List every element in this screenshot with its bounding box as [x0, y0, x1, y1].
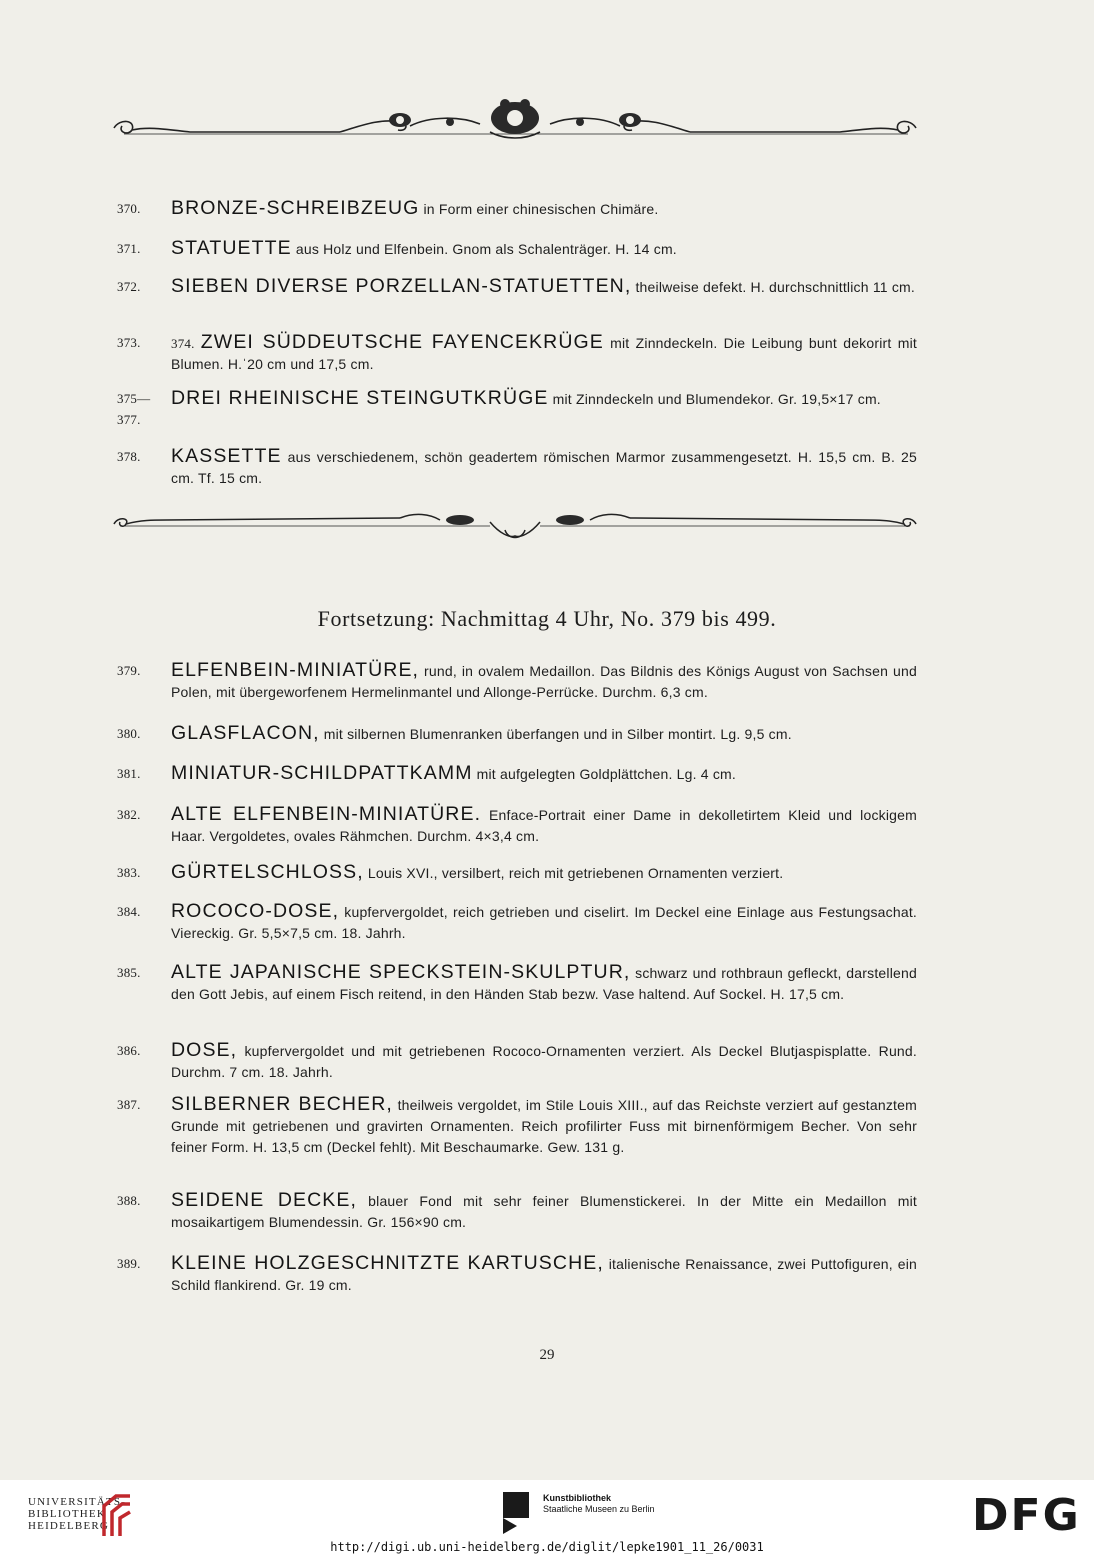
kb-name: Kunstbibliothek [543, 1493, 611, 1503]
entry-381 [117, 763, 917, 785]
entry-number: 389. [117, 1256, 141, 1271]
middle-ornament [110, 506, 920, 546]
entry-description: Louis XVI., versilbert, reich mit getriebenen Ornamenten verziert. [363, 865, 784, 881]
ub-heidelberg-logo-icon[interactable] [100, 1492, 134, 1538]
entry-title: SILBERNER BECHER, [171, 1093, 393, 1115]
source-url-link[interactable]: http://digi.ub.uni-heidelberg.de/diglit/lepke1901_11_26/0031 [330, 1540, 764, 1554]
entry-title: DOSE, [171, 1039, 238, 1061]
entry-386 [117, 1040, 917, 1083]
entry-379 [117, 660, 917, 703]
entry-383 [117, 862, 917, 884]
entry-385 [117, 962, 917, 1005]
kunstbibliothek-text[interactable] [543, 1493, 655, 1515]
entry-description: rund, in ovalem Medaillon. Das Bildnis des Königs August von Sachsen und Polen, mit übergeworfenem Hermelinmantel und Allonge-Perrücke. Durchm. 6,3 cm. [171, 663, 917, 700]
entry-title: ALTE JAPANISCHE SPECKSTEIN-SKULPTUR, [171, 961, 631, 983]
entry-373-374 [117, 332, 917, 375]
entry-380 [117, 723, 917, 745]
entry-description: in Form einer chinesischen Chimäre. [419, 201, 659, 217]
dfg-logo[interactable]: DFG [972, 1490, 1081, 1541]
kb-subtitle: Staatliche Museen zu Berlin [543, 1504, 655, 1514]
entry-title: ROCOCO-DOSE, [171, 900, 340, 922]
entry-title: SEIDENE DECKE, [171, 1189, 358, 1211]
entry-title: MINIATUR-SCHILDPATTKAMM [171, 762, 473, 784]
entry-number: 373. [117, 335, 141, 350]
entry-description: kupfervergoldet, reich getrieben und ciselirt. Im Deckel eine Einlage aus Festungsachat. Viereckig. Gr. 5,5×7,5 cm. 18. Jahrh. [171, 904, 917, 941]
ub-line: BIBLIOTHEK [28, 1508, 106, 1520]
entry-description: mit Zinndeckeln und Blumendekor. Gr. 19,5×17 cm. [548, 391, 881, 407]
top-ornament [110, 96, 920, 148]
kunstbibliothek-logo-icon[interactable] [499, 1490, 535, 1536]
entry-number: 388. [117, 1193, 141, 1208]
entry-description: kupfervergoldet und mit getriebenen Rococo-Ornamenten verziert. Als Deckel Blutjaspisplatte. Rund. Durchm. 7 cm. 18. Jahrh. [171, 1043, 917, 1080]
entry-378 [117, 446, 917, 489]
entry-number: 385. [117, 965, 141, 980]
entry-371 [117, 238, 917, 260]
entry-title: KASSETTE [171, 445, 282, 467]
entry-number-second: 374. [171, 336, 195, 351]
entry-title: ELFENBEIN-MINIATÜRE, [171, 659, 420, 681]
entry-number: 380. [117, 726, 141, 741]
entry-number: 384. [117, 904, 141, 919]
entry-title: KLEINE HOLZGESCHNITZTE KARTUSCHE, [171, 1252, 604, 1274]
entry-title: ZWEI SÜDDEUTSCHE FAYENCEKRÜGE [200, 331, 604, 353]
entry-number: 387. [117, 1097, 141, 1112]
entry-370 [117, 198, 917, 220]
entry-number: 371. [117, 241, 141, 256]
entry-389 [117, 1253, 917, 1296]
entry-number: 372. [117, 279, 141, 294]
entry-title: DREI RHEINISCHE STEINGUTKRÜGE [171, 387, 549, 409]
entry-title: ALTE ELFENBEIN-MINIATÜRE. [171, 803, 482, 825]
entry-description: theilweise defekt. H. durchschnittlich 11 cm. [631, 279, 915, 295]
entry-description: theilweis vergoldet, im Stile Louis XIII., auf das Reichste verziert auf gestanztem Grunde mit getriebenen und gravirten Ornamenten. Reich profilirter Fuss mit birnenförmigem Becher. Von sehr feiner Form. H. 13,5 cm (Deckel fehlt). Mit Beschaumarke. Gew. 131 g. [171, 1097, 917, 1155]
entry-description: mit Zinndeckeln. Die Leibung bunt dekorirt mit Blumen. H.ˈ20 cm und 17,5 cm. [171, 335, 917, 372]
entry-372 [117, 276, 917, 298]
entry-number: 386. [117, 1043, 141, 1058]
entry-description: aus verschiedenem, schön geadertem römischen Marmor zusammengesetzt. H. 15,5 cm. B. 25 cm. Tf. 15 cm. [171, 449, 917, 486]
entry-title: SIEBEN DIVERSE PORZELLAN-STATUETTEN, [171, 275, 632, 297]
entry-description: blauer Fond mit sehr feiner Blumenstickerei. In der Mitte ein Medaillon mit mosaikartigem Blumendessin. Gr. 156×90 cm. [171, 1193, 918, 1230]
entry-number: 381. [117, 766, 141, 781]
entry-number: 379. [117, 663, 141, 678]
ub-line: HEIDELBERG [28, 1520, 110, 1532]
entry-number: 370. [117, 201, 141, 216]
entry-description: italienische Renaissance, zwei Puttofiguren, ein Schild flankirend. Gr. 19 cm. [171, 1256, 917, 1293]
entry-description: schwarz und rothbraun gefleckt, darstellend den Gott Jebis, auf einem Fisch reitend, in den Händen Stab bezw. Vase haltend. Auf Sockel. H. 17,5 cm. [171, 965, 917, 1002]
entry-number: 375—377. [117, 391, 151, 427]
footer-bar [0, 1480, 1094, 1558]
section-title: Fortsetzung: Nachmittag 4 Uhr, No. 379 bis 499. [317, 606, 777, 631]
entry-title: GÜRTELSCHLOSS, [171, 861, 364, 883]
entry-title: STATUETTE [171, 237, 292, 259]
entry-description: mit silbernen Blumenranken überfangen und in Silber montirt. Lg. 9,5 cm. [319, 726, 792, 742]
ub-line: UNIVERSITÄTS- [28, 1496, 127, 1508]
entry-title: BRONZE-SCHREIBZEUG [171, 197, 420, 219]
page-number: 29 [539, 1347, 555, 1363]
entry-387 [117, 1094, 917, 1158]
entry-375-377 [117, 387, 917, 427]
entry-description: Enface-Portrait einer Dame in dekolletirtem Kleid und lockigem Haar. Vergoldetes, ovales Rähmchen. Durchm. 4×3,4 cm. [171, 807, 917, 844]
entry-description: mit aufgelegten Goldplättchen. Lg. 4 cm. [472, 766, 737, 782]
entry-382 [117, 804, 917, 847]
entry-388 [117, 1190, 917, 1233]
entry-number: 378. [117, 449, 141, 464]
entry-number: 383. [117, 865, 141, 880]
entry-description: aus Holz und Elfenbein. Gnom als Schalenträger. H. 14 cm. [291, 241, 677, 257]
entry-number: 382. [117, 807, 141, 822]
entry-title: GLASFLACON, [171, 722, 320, 744]
entry-384 [117, 901, 917, 944]
